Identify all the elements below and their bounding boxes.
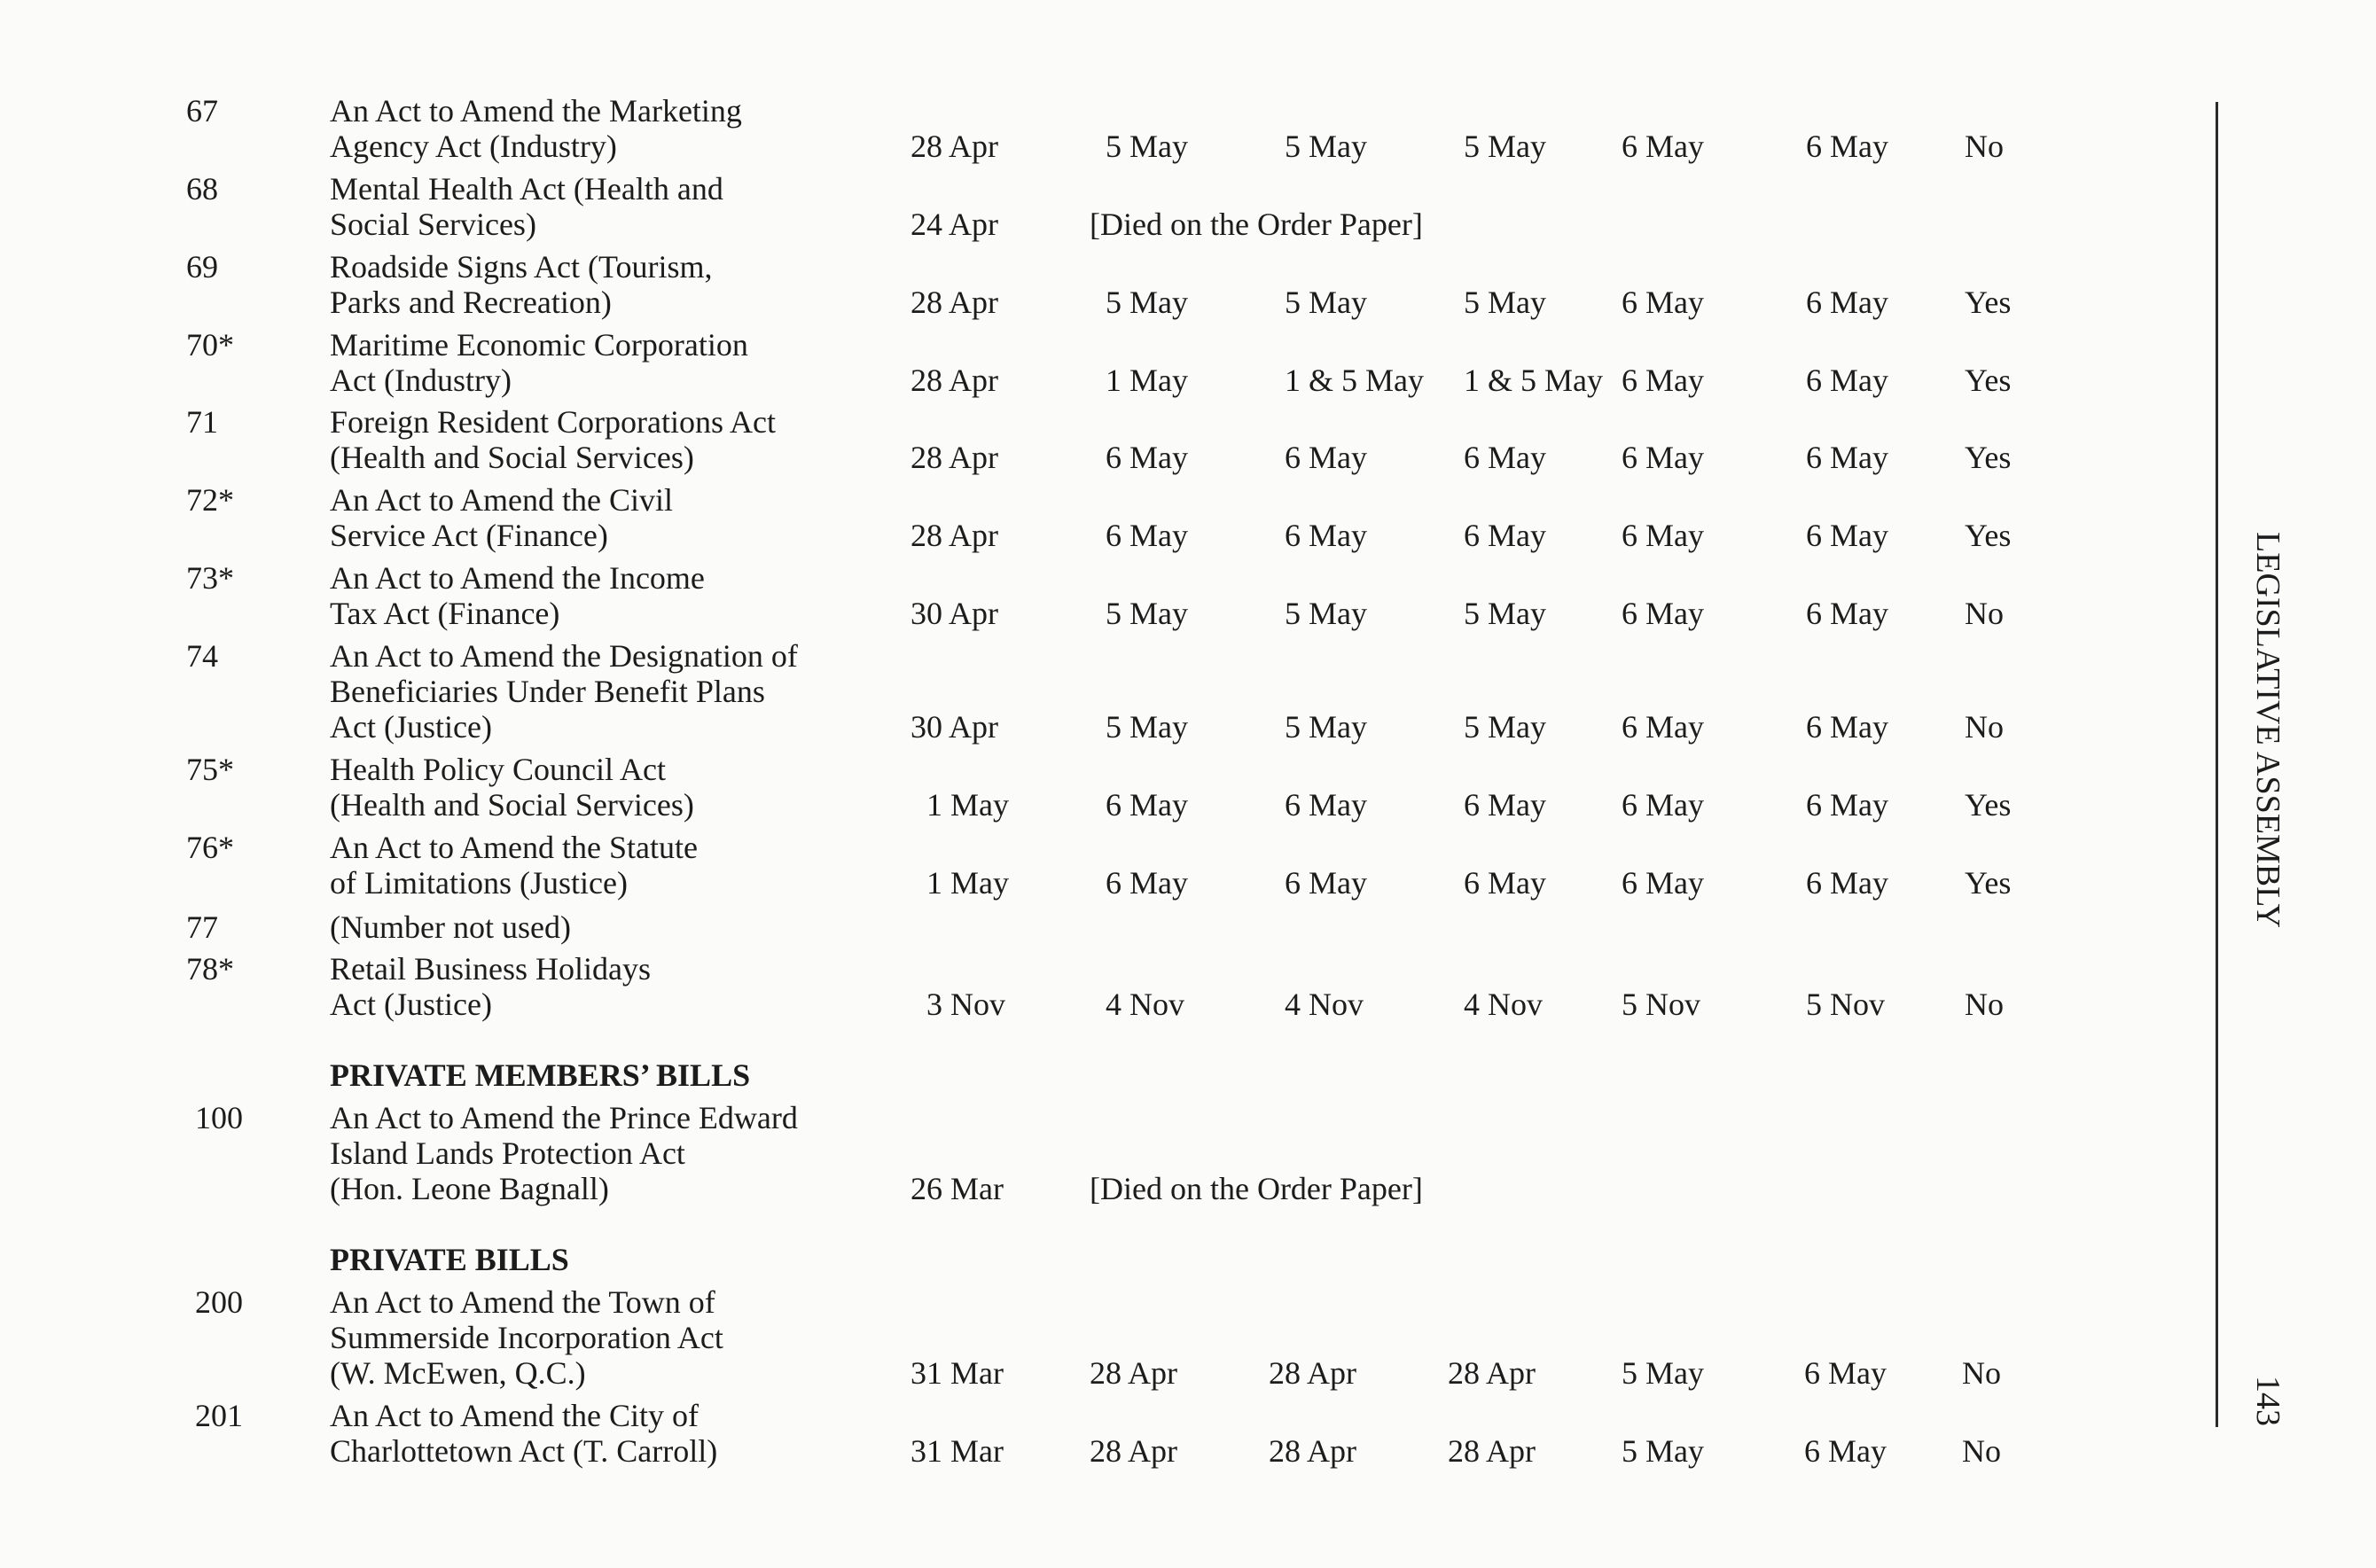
date-in-force: 6 May: [1806, 596, 1888, 631]
date-second-reading: 6 May: [1106, 787, 1188, 823]
date-in-force: 5 Nov: [1806, 987, 1885, 1022]
bill-title-line: An Act to Amend the Town of: [330, 1284, 715, 1320]
table-row: [0, 638, 2145, 752]
bill-title-line: (Health and Social Services): [330, 440, 694, 475]
bill-title-line: Charlottetown Act (T. Carroll): [330, 1433, 718, 1469]
table-row: [0, 93, 2145, 173]
bill-title: [330, 1100, 798, 1206]
date-first-reading: 3 Nov: [926, 987, 1005, 1022]
date-royal-assent: 5 May: [1622, 1355, 1704, 1391]
date-committee: 28 Apr: [1269, 1433, 1356, 1469]
bill-title-line: (Number not used): [330, 909, 571, 945]
bill-title-line: Mental Health Act (Health and: [330, 171, 723, 207]
bill-number: 67: [186, 93, 218, 129]
date-in-force: 6 May: [1806, 363, 1888, 398]
bill-title: [330, 830, 698, 901]
bill-number: 68: [186, 171, 218, 207]
date-royal-assent: 6 May: [1622, 709, 1704, 745]
bill-note: [Died on the Order Paper]: [1090, 1171, 1423, 1206]
page-number: 143: [2249, 1376, 2286, 1426]
table-row: [0, 327, 2145, 407]
date-in-force: 6 May: [1806, 440, 1888, 475]
bill-title-line: Roadside Signs Act (Tourism,: [330, 249, 713, 285]
date-committee: 5 May: [1285, 596, 1367, 631]
date-first-reading: 24 Apr: [911, 207, 998, 242]
date-committee: 6 May: [1285, 865, 1367, 901]
bill-title-line: Summerside Incorporation Act: [330, 1320, 723, 1355]
date-committee: 28 Apr: [1269, 1355, 1356, 1391]
bill-title-line: An Act to Amend the Civil: [330, 482, 673, 518]
bill-title: [330, 909, 571, 945]
bill-number: 78*: [186, 951, 234, 987]
bill-title-line: Parks and Recreation): [330, 285, 612, 320]
bill-title: [330, 752, 694, 823]
date-in-force: 6 May: [1806, 709, 1888, 745]
status-flag: Yes: [1965, 518, 2012, 553]
bill-title-line: Foreign Resident Corporations Act: [330, 404, 776, 440]
date-royal-assent: 5 Nov: [1622, 987, 1700, 1022]
date-second-reading: 1 May: [1106, 363, 1188, 398]
date-second-reading: 5 May: [1106, 129, 1188, 164]
bill-title-line: Act (Industry): [330, 363, 512, 398]
bill-number: 73*: [186, 560, 234, 596]
bill-title-line: (W. McEwen, Q.C.): [330, 1355, 586, 1391]
bill-title: [330, 638, 798, 745]
status-flag: No: [1962, 1433, 2001, 1469]
bill-number: 76*: [186, 830, 234, 865]
bill-number: 75*: [186, 752, 234, 787]
date-first-reading: 1 May: [926, 787, 1009, 823]
bill-title-line: An Act to Amend the Marketing: [330, 93, 742, 129]
date-in-force: 6 May: [1806, 865, 1888, 901]
bill-title-line: Health Policy Council Act: [330, 752, 666, 787]
status-flag: No: [1965, 129, 2004, 164]
bill-number: 69: [186, 249, 218, 285]
bill-title-line: Tax Act (Finance): [330, 596, 560, 631]
bill-title-line: Act (Justice): [330, 709, 492, 745]
date-second-reading: 6 May: [1106, 518, 1188, 553]
date-third-reading: 28 Apr: [1448, 1433, 1536, 1469]
date-second-reading: 28 Apr: [1090, 1355, 1177, 1391]
date-in-force: 6 May: [1806, 787, 1888, 823]
date-in-force: 6 May: [1806, 518, 1888, 553]
bill-title-line: An Act to Amend the Prince Edward: [330, 1100, 798, 1135]
status-flag: No: [1965, 987, 2004, 1022]
bill-title-line: (Hon. Leone Bagnall): [330, 1171, 609, 1206]
bill-title: [330, 1398, 717, 1469]
table-row: [0, 249, 2145, 329]
table-row: [0, 560, 2145, 640]
date-royal-assent: 6 May: [1622, 440, 1704, 475]
bill-title: [330, 482, 673, 553]
date-second-reading: 28 Apr: [1090, 1433, 1177, 1469]
date-committee: 5 May: [1285, 129, 1367, 164]
table-row: [0, 1100, 2145, 1213]
table-row: [0, 482, 2145, 562]
bill-title-line: An Act to Amend the Statute: [330, 830, 698, 865]
bill-title-line: Agency Act (Industry): [330, 129, 617, 164]
section-heading-private-bills: PRIVATE BILLS: [330, 1242, 569, 1277]
status-flag: Yes: [1965, 787, 2012, 823]
date-third-reading: 5 May: [1464, 129, 1546, 164]
margin-rule: [2216, 102, 2218, 1427]
date-in-force: 6 May: [1806, 285, 1888, 320]
bill-title-line: of Limitations (Justice): [330, 865, 628, 901]
date-committee: 4 Nov: [1285, 987, 1364, 1022]
bill-title: [330, 93, 742, 164]
date-royal-assent: 6 May: [1622, 865, 1704, 901]
bill-title-line: Retail Business Holidays: [330, 951, 651, 987]
date-second-reading: 6 May: [1106, 865, 1188, 901]
date-committee: 6 May: [1285, 518, 1367, 553]
status-flag: Yes: [1965, 440, 2012, 475]
bill-title-line: Social Services): [330, 207, 536, 242]
date-committee: 5 May: [1285, 285, 1367, 320]
date-third-reading: 1 & 5 May: [1464, 363, 1603, 398]
date-third-reading: 5 May: [1464, 285, 1546, 320]
date-in-force: 6 May: [1804, 1433, 1887, 1469]
bill-number: 201: [195, 1398, 243, 1433]
bill-title: [330, 560, 705, 631]
bill-title-line: Act (Justice): [330, 987, 492, 1022]
date-first-reading: 28 Apr: [911, 285, 998, 320]
status-flag: No: [1965, 709, 2004, 745]
date-royal-assent: 5 May: [1622, 1433, 1704, 1469]
date-first-reading: 26 Mar: [911, 1171, 1004, 1206]
date-royal-assent: 6 May: [1622, 596, 1704, 631]
bill-title: [330, 1284, 723, 1391]
status-flag: Yes: [1965, 285, 2012, 320]
date-committee: 6 May: [1285, 440, 1367, 475]
bill-title: [330, 404, 776, 475]
date-second-reading: 5 May: [1106, 285, 1188, 320]
bill-title: [330, 249, 712, 320]
bill-title-line: An Act to Amend the Designation of: [330, 638, 798, 674]
running-head: LEGISLATIVE ASSEMBLY: [2249, 532, 2286, 928]
bill-number: 100: [195, 1100, 243, 1135]
bill-number: 200: [195, 1284, 243, 1320]
bill-title-line: An Act to Amend the Income: [330, 560, 705, 596]
status-flag: Yes: [1965, 363, 2012, 398]
date-second-reading: 5 May: [1106, 596, 1188, 631]
date-third-reading: 6 May: [1464, 440, 1546, 475]
bill-title-line: Beneficiaries Under Benefit Plans: [330, 674, 765, 709]
table-row: [0, 909, 2145, 945]
bill-title: [330, 951, 651, 1022]
date-first-reading: 28 Apr: [911, 518, 998, 553]
bill-title-line: Maritime Economic Corporation: [330, 327, 748, 363]
bill-number: 74: [186, 638, 218, 674]
bill-title-line: Service Act (Finance): [330, 518, 608, 553]
status-flag: Yes: [1965, 865, 2012, 901]
date-in-force: 6 May: [1806, 129, 1888, 164]
date-committee: 5 May: [1285, 709, 1367, 745]
section-heading-private-members-bills: PRIVATE MEMBERS’ BILLS: [330, 1057, 751, 1093]
table-row: [0, 752, 2145, 831]
date-first-reading: 31 Mar: [911, 1355, 1004, 1391]
date-royal-assent: 6 May: [1622, 129, 1704, 164]
bill-title: [330, 171, 723, 242]
status-flag: No: [1962, 1355, 2001, 1391]
date-third-reading: 28 Apr: [1448, 1355, 1536, 1391]
date-first-reading: 30 Apr: [911, 596, 998, 631]
date-first-reading: 31 Mar: [911, 1433, 1004, 1469]
table-row: [0, 830, 2145, 909]
bill-title-line: Island Lands Protection Act: [330, 1135, 685, 1171]
date-royal-assent: 6 May: [1622, 518, 1704, 553]
bill-number: 77: [186, 909, 218, 945]
table-row: [0, 951, 2145, 1031]
status-flag: No: [1965, 596, 2004, 631]
table-row: [0, 1284, 2145, 1398]
date-third-reading: 4 Nov: [1464, 987, 1543, 1022]
date-third-reading: 5 May: [1464, 709, 1546, 745]
date-committee: 1 & 5 May: [1285, 363, 1424, 398]
date-second-reading: 6 May: [1106, 440, 1188, 475]
date-third-reading: 6 May: [1464, 865, 1546, 901]
bill-number: 70*: [186, 327, 234, 363]
table-row: [0, 1398, 2145, 1478]
date-third-reading: 5 May: [1464, 596, 1546, 631]
date-third-reading: 6 May: [1464, 787, 1546, 823]
date-first-reading: 1 May: [926, 865, 1009, 901]
table-row: [0, 171, 2145, 251]
date-royal-assent: 6 May: [1622, 363, 1704, 398]
date-in-force: 6 May: [1804, 1355, 1887, 1391]
date-royal-assent: 6 May: [1622, 787, 1704, 823]
date-second-reading: 4 Nov: [1106, 987, 1184, 1022]
date-committee: 6 May: [1285, 787, 1367, 823]
bill-title-line: (Health and Social Services): [330, 787, 694, 823]
date-second-reading: 5 May: [1106, 709, 1188, 745]
bill-number: 71: [186, 404, 218, 440]
date-first-reading: 28 Apr: [911, 363, 998, 398]
date-third-reading: 6 May: [1464, 518, 1546, 553]
date-first-reading: 28 Apr: [911, 440, 998, 475]
bill-title-line: An Act to Amend the City of: [330, 1398, 699, 1433]
bill-title: [330, 327, 748, 398]
date-royal-assent: 6 May: [1622, 285, 1704, 320]
bill-note: [Died on the Order Paper]: [1090, 207, 1423, 242]
date-first-reading: 30 Apr: [911, 709, 998, 745]
date-first-reading: 28 Apr: [911, 129, 998, 164]
table-row: [0, 404, 2145, 484]
bill-number: 72*: [186, 482, 234, 518]
